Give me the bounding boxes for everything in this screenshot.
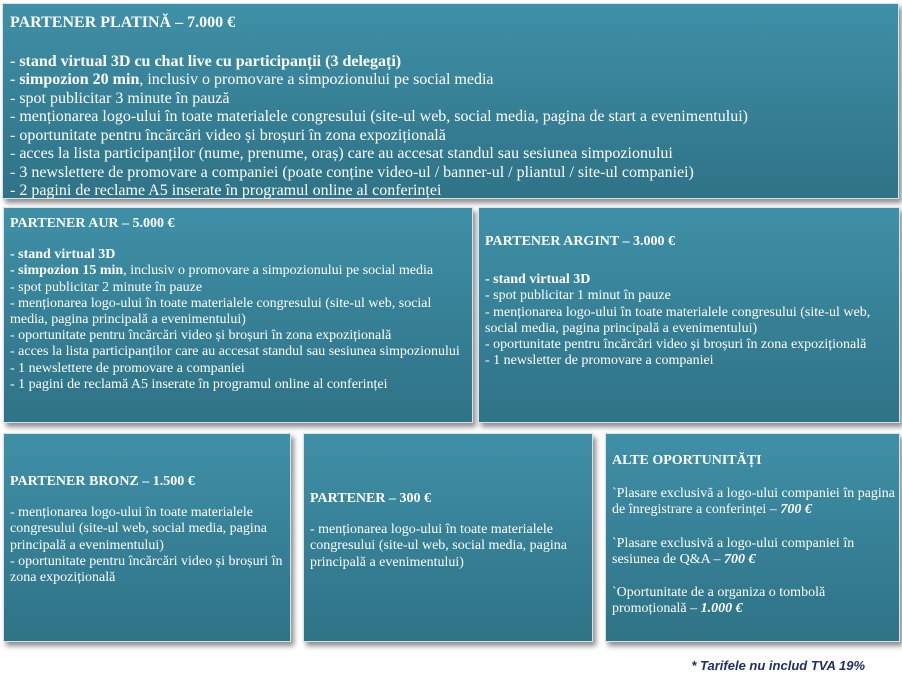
list-item: - oportunitate pentru încărcări video și broșuri în zona expozițională bbox=[10, 328, 392, 344]
opportunity-price: 700 € bbox=[723, 551, 756, 567]
list-item: - oportunitate pentru încărcări video și broșuri în zona expozițională bbox=[10, 126, 446, 144]
other-opportunities-title: ALTE OPORTUNITĂȚI bbox=[612, 453, 762, 468]
list-item: - stand virtual 3D bbox=[485, 272, 591, 288]
list-item: - menționarea logo-ului în toate materialele congresului (site-ul web, social media, pagina de start a evenimentului) bbox=[10, 108, 748, 125]
list-item: - simpozion 20 min, inclusiv o promovare a simpozionului pe social media bbox=[10, 71, 494, 88]
list-item: - stand virtual 3D cu chat live cu participanții (3 delegați) bbox=[10, 52, 402, 70]
opportunity-item: `Plasare exclusivă a logo-ului companiei în sesiunea de Q&A – 700 € bbox=[612, 535, 855, 567]
list-item: - 3 newslettere de promovare a companiei (poate conține video-ul / banner-ul / pliantul / site-ul companiei) bbox=[10, 163, 694, 181]
list-item: - menționarea logo-ului în toate materialele congresului (site-ul web, social media, pagina principală a evenimentului) bbox=[485, 304, 871, 336]
list-item: - 1 newsletter de promovare a companiei bbox=[485, 353, 714, 369]
silver-partner-box bbox=[478, 207, 900, 423]
silver-list bbox=[485, 272, 899, 369]
partner-title: PARTENER – 300 € bbox=[310, 491, 431, 506]
list-item: - oportunitate pentru încărcări video și broșuri în zona expozițională bbox=[485, 337, 867, 353]
opportunity-price: 1.000 € bbox=[700, 601, 743, 617]
platinum-title: PARTENER PLATINĂ – 7.000 € bbox=[10, 14, 236, 31]
silver-title: PARTENER ARGINT – 3.000 € bbox=[485, 234, 675, 249]
list-item: - spot publicitar 1 minut în pauze bbox=[485, 288, 671, 304]
bronze-title: PARTENER BRONZ – 1.500 € bbox=[10, 474, 195, 489]
gold-partner-box bbox=[3, 207, 473, 423]
list-item: - acces la lista participanților (nume, prenume, oraș) care au accesat standul sau sesiunea simpozionului bbox=[10, 145, 673, 162]
opportunity-price: 700 € bbox=[780, 502, 812, 518]
gold-list bbox=[10, 247, 472, 393]
gold-title: PARTENER AUR – 5.000 € bbox=[10, 216, 175, 231]
list-item: - menționarea logo-ului în toate materialele congresului (site-ul web, social media, pagina principală a evenimentului) bbox=[310, 522, 567, 570]
bronze-list bbox=[10, 505, 290, 586]
opportunity-item: `Oportunitate de a organiza o tombolă promoțională – 1.000 € bbox=[612, 585, 826, 617]
list-item: - spot publicitar 2 minute în pauze bbox=[10, 279, 203, 295]
list-item: - 1 newslettere de promovare a companiei bbox=[10, 360, 245, 376]
list-item: - stand virtual 3D bbox=[10, 247, 116, 263]
opportunity-item: `Plasare exclusivă a logo-ului companiei în pagina de înregistrare a conferinței – 700 € bbox=[612, 486, 896, 518]
vat-footnote: * Tarifele nu includ TVA 19% bbox=[691, 658, 865, 673]
list-item: - oportunitate pentru încărcări video și broșuri în zona expozițională bbox=[10, 553, 283, 586]
bronze-partner-box bbox=[3, 433, 291, 642]
list-item: - menționarea logo-ului în toate materialele congresului (site-ul web, social media, pagina principală a evenimentului) bbox=[10, 295, 432, 328]
other-opportunities-box bbox=[605, 433, 900, 642]
list-item: - menționarea logo-ului în toate materialele congresului (site-ul web, social media, pagina principală a evenimentului) bbox=[10, 505, 267, 553]
list-item: - simpozion 15 min, inclusiv o promovare a simpozionului pe social media bbox=[10, 263, 434, 279]
list-item: - 1 pagini de reclamă A5 inserate în programul online al conferinței bbox=[10, 376, 388, 392]
partner-box bbox=[303, 433, 593, 642]
list-item: - acces la lista participanților care au accesat standul sau sesiunea simpozionului bbox=[10, 344, 460, 360]
platinum-list bbox=[10, 53, 898, 201]
list-item: - 2 pagini de reclame A5 inserate în programul online al conferinței bbox=[10, 182, 442, 199]
platinum-partner-box bbox=[2, 3, 899, 199]
list-item: - spot publicitar 3 minute în pauză bbox=[10, 89, 230, 107]
partner-list bbox=[310, 522, 592, 571]
